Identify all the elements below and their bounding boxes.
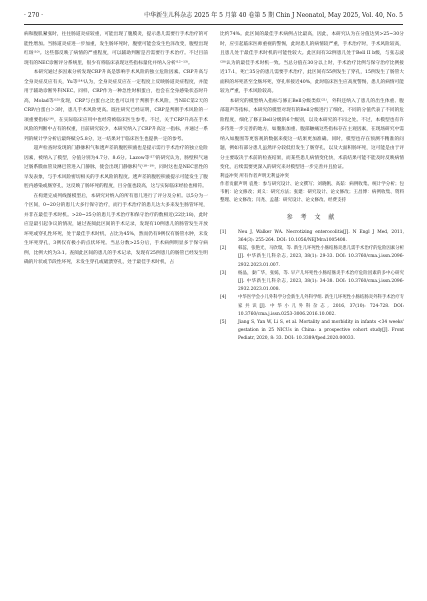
reference-text: 中华医学会小儿外科学分会新生儿外科学组. 新生儿坏死性小肠结肠炎外科手术治疗专家共识[J]. 中华小儿外科杂志, 2016, 37(10): 724-728. DOI: 10.3760/cma.j.issn.0253-3006.2016.10.002. — [238, 295, 404, 317]
reference-item — [220, 319, 404, 344]
reference-list — [220, 229, 404, 344]
reference-item — [220, 229, 404, 245]
left-column — [24, 30, 208, 268]
reference-item — [220, 294, 404, 319]
right-column — [220, 30, 404, 344]
reference-item — [220, 270, 404, 295]
journal-citation: 中华新生儿科杂志 2025 年 5 月第 40 卷第 5 期 Chin J Neonatol, May 2025, Vol. 40, No. 5 — [144, 12, 403, 19]
reference-text: 韩蕊，张艳光，马欣瑞，等. 新生儿坏死性小肠结肠炎患儿需手术治疗的危险因素分析[J]. 中华新生儿科杂志, 2023, 38(1): 29-33. DOI: 10.3760/cma.j.issn.2096-2932.2023.01.007. — [238, 246, 404, 268]
references-heading: 参 考 文 献 — [286, 214, 338, 222]
page-number: · 270 · — [24, 12, 44, 19]
reference-index: [1] — [220, 229, 227, 235]
reference-text: 杨晶，秦广华，张嫣，等. 早产儿坏死性小肠结肠炎手术治疗危险因素的多中心研究[J]. 中华新生儿科杂志, 2023, 38(1): 34-38. DOI: 10.3760/cma.j.issn.2096-2932.2023.01.008. — [238, 270, 404, 293]
reference-index: [3] — [220, 270, 227, 276]
reference-index: [5] — [220, 320, 227, 326]
reference-index: [2] — [220, 246, 227, 252]
running-header — [24, 10, 403, 25]
reference-text: Jiang S, Yan W, Li S, et al. Mortality and morbidity in infants <34 weeks' gestation in 25 NICUs in China: a prospective cohort study[J]. Front Pediatr, 2020, 8: 33. DOI: 10.3389/fped.2020.00033. — [238, 320, 404, 342]
conflict-of-interest: 利益冲突 所有作者声明无利益冲突 — [220, 173, 289, 179]
author-contributions: 作者贡献声明 袁胜：参与研究设计、论文撰写；刘晓帆、高茹：病例收集、统计学分析；包韦帆：论文修改；刘义：研究方法；张建：研究设计、论文修改；王昌博：病例收集、资料整理、论文修改；闫尧、孟越：研究设计、论文修改、经费支持 — [220, 181, 404, 204]
reference-index: [4] — [220, 295, 227, 301]
body-paragraph: 超声检查时发现的门静脉积气和透声差的腹腔积液也是提示需行手术治疗的独立危险因素，被纳入了模型，分值分别为4.7分、8.6分。Lazow等⁽¹⁷⁾的研究认为，肠壁积气通过肠系膜血管及淋巴管进入门静脉，使会出现门静脉积气⁽¹⁸⁻¹⁹⁾，同时这也是NEC恶性的早发表象，与手术风险密切相关的手术风险的程度。透声差的腹腔积液提示可能发生了腹腔内感染或肠穿孔，这反映了肠坏死的程度，目分值也较高，这与实际临床经验也相符。 — [24, 146, 208, 189]
reference-item — [220, 245, 404, 270]
body-paragraph: 比约74%。此区间的最佳手术病例占比最高，因此，本研究认为在分值达到>25~30分时，应引起临床医师重视的警惕，此时患儿的病情较严重，手术治疗时，手术风险较高，且患儿处于最佳手术时机的可能性较大。此区间有32例患儿处于Bell II b级，与张志波⁽²⁰⁾认为的最佳手术时机一致。当总分值在30分以上时，手术治疗比例与保守治疗比例接近17:1，死亡35分的患儿需要手术治疗，此区间有55例发生了穿孔，15例发生了肠管大面积的坏死甚至全肠坏死，穿孔率接近40%，此时临床医生应高度警惕，患儿的病情可能较为严重，手术风险较高。 — [220, 32, 404, 94]
body-paragraph: 在构建完成列线图模型后，本研究对纳入的所有患儿进行了评分及分析。以5分为一个区间，0~20分的患儿大多行保守治疗，而行手术治疗的患儿达大多来发生肠管坏死，并非在最佳手术时机。>20~25分的患儿手术治疗和保守治疗的数相近(22比18)，此时应是最引起争议的情况，通过查阅此区间的手术记录，发现有10例患儿的肠管发生开放坏死或穿孔性坏死，处于最佳手术时机，占比为45%，然而仍有9例仅有肠管水肿，未发生坏死穿孔，3例仅有极小的点状坏死。当总分数>25分后，手术病例明显多于保守病例，比例大约为3:1。查阅此区间的患儿的手术记录，发现有25例患儿的肠管已经发生明确的片状或节段性坏死，未发生穿孔或破溃穿孔，处于最佳手术时机，占 — [24, 193, 208, 265]
reference-text: Neu J, Walker WA. Necrotizing enterocolitis[J]. N Engl J Med, 2011, 364(3): 255-264. DOI: 10.1056/NEJMra1005408. — [238, 229, 404, 244]
body-paragraph: 本研究的模型纳入指标与修正Bell分级类似⁽²¹⁾，外科还纳入了患儿的出生体重、腹部超声等指标，本研究的模型对现有的Bell分级进行了细化，不同的分值代表了不同的危险程度，细化了修正Bell分级的6个级别，以及本研究的不同之处。不过，本模型也有许多待进一步完善的地方，如腹胀加重、腹部触痛这些指标存在主观因素，在现场研究中需纳入如腹围等更客观的数据来使这一结果更加准确。同时，模型也存在预测不精准的问题，例如有部分患儿虽然评分较低但发生了肠穿孔，以及大面积肠坏死，这可能是由于评分主要取决于术前的检查结果，而某些患儿病情变化快，术前结果可能不能及时反映病情变化，后续需要更深入的研究来对模型进一步完善并且验证。 — [220, 98, 404, 170]
body-paragraph: 病和腹肌紧张时，往往肠道炎症较重，可能出现了腹膜炎，提示患儿需要行手术治疗的可能性增加。当肠道炎症进一步加重，发生肠坏死时，腹壁可能会发生色泽改变，腹壁出现红斑⁽¹⁰⁾。这些都反映了病情的严重程度，可以辅助判断是否需要行手术治疗。不过目前现有的NEC诊断评分系统里，很少有将临床表现这些指标量化并纳入分析⁽¹²⁻¹³⁾。 — [24, 32, 208, 66]
body-paragraph: 本研究通过多因素分析发现CRP升高是影响手术风险的独立危险因素。CRP升高与全身炎症反应有关，Yu等⁽¹⁴⁾认为，全身炎症反应在一定程度上反映肠道炎症程度，并能用于辅助诊断外科NEC。同样，CRP作为一种急性时相蛋白，也会在全身感染状态时升高，Molad等⁽¹⁵⁾发现，CRP与白蛋白之比也可以用于判断手术风险，当NEC第2天的CRP/白蛋白＞3时，患儿手术风险更高。既往研究已经证明，CRP是判断手术风险的一项重要指标⁽¹⁶⁾，在实际临床应用中也经常被临床医生参考。不过，关于CRP升高在手术风险的判断中占有的权重，目前研究较少，本研究纳入了CRP升高这一指标，并通过一系列的统计学分析后最终赋分5.8分，这一结果对于临床医生也提供一定的参考。 — [24, 70, 208, 142]
